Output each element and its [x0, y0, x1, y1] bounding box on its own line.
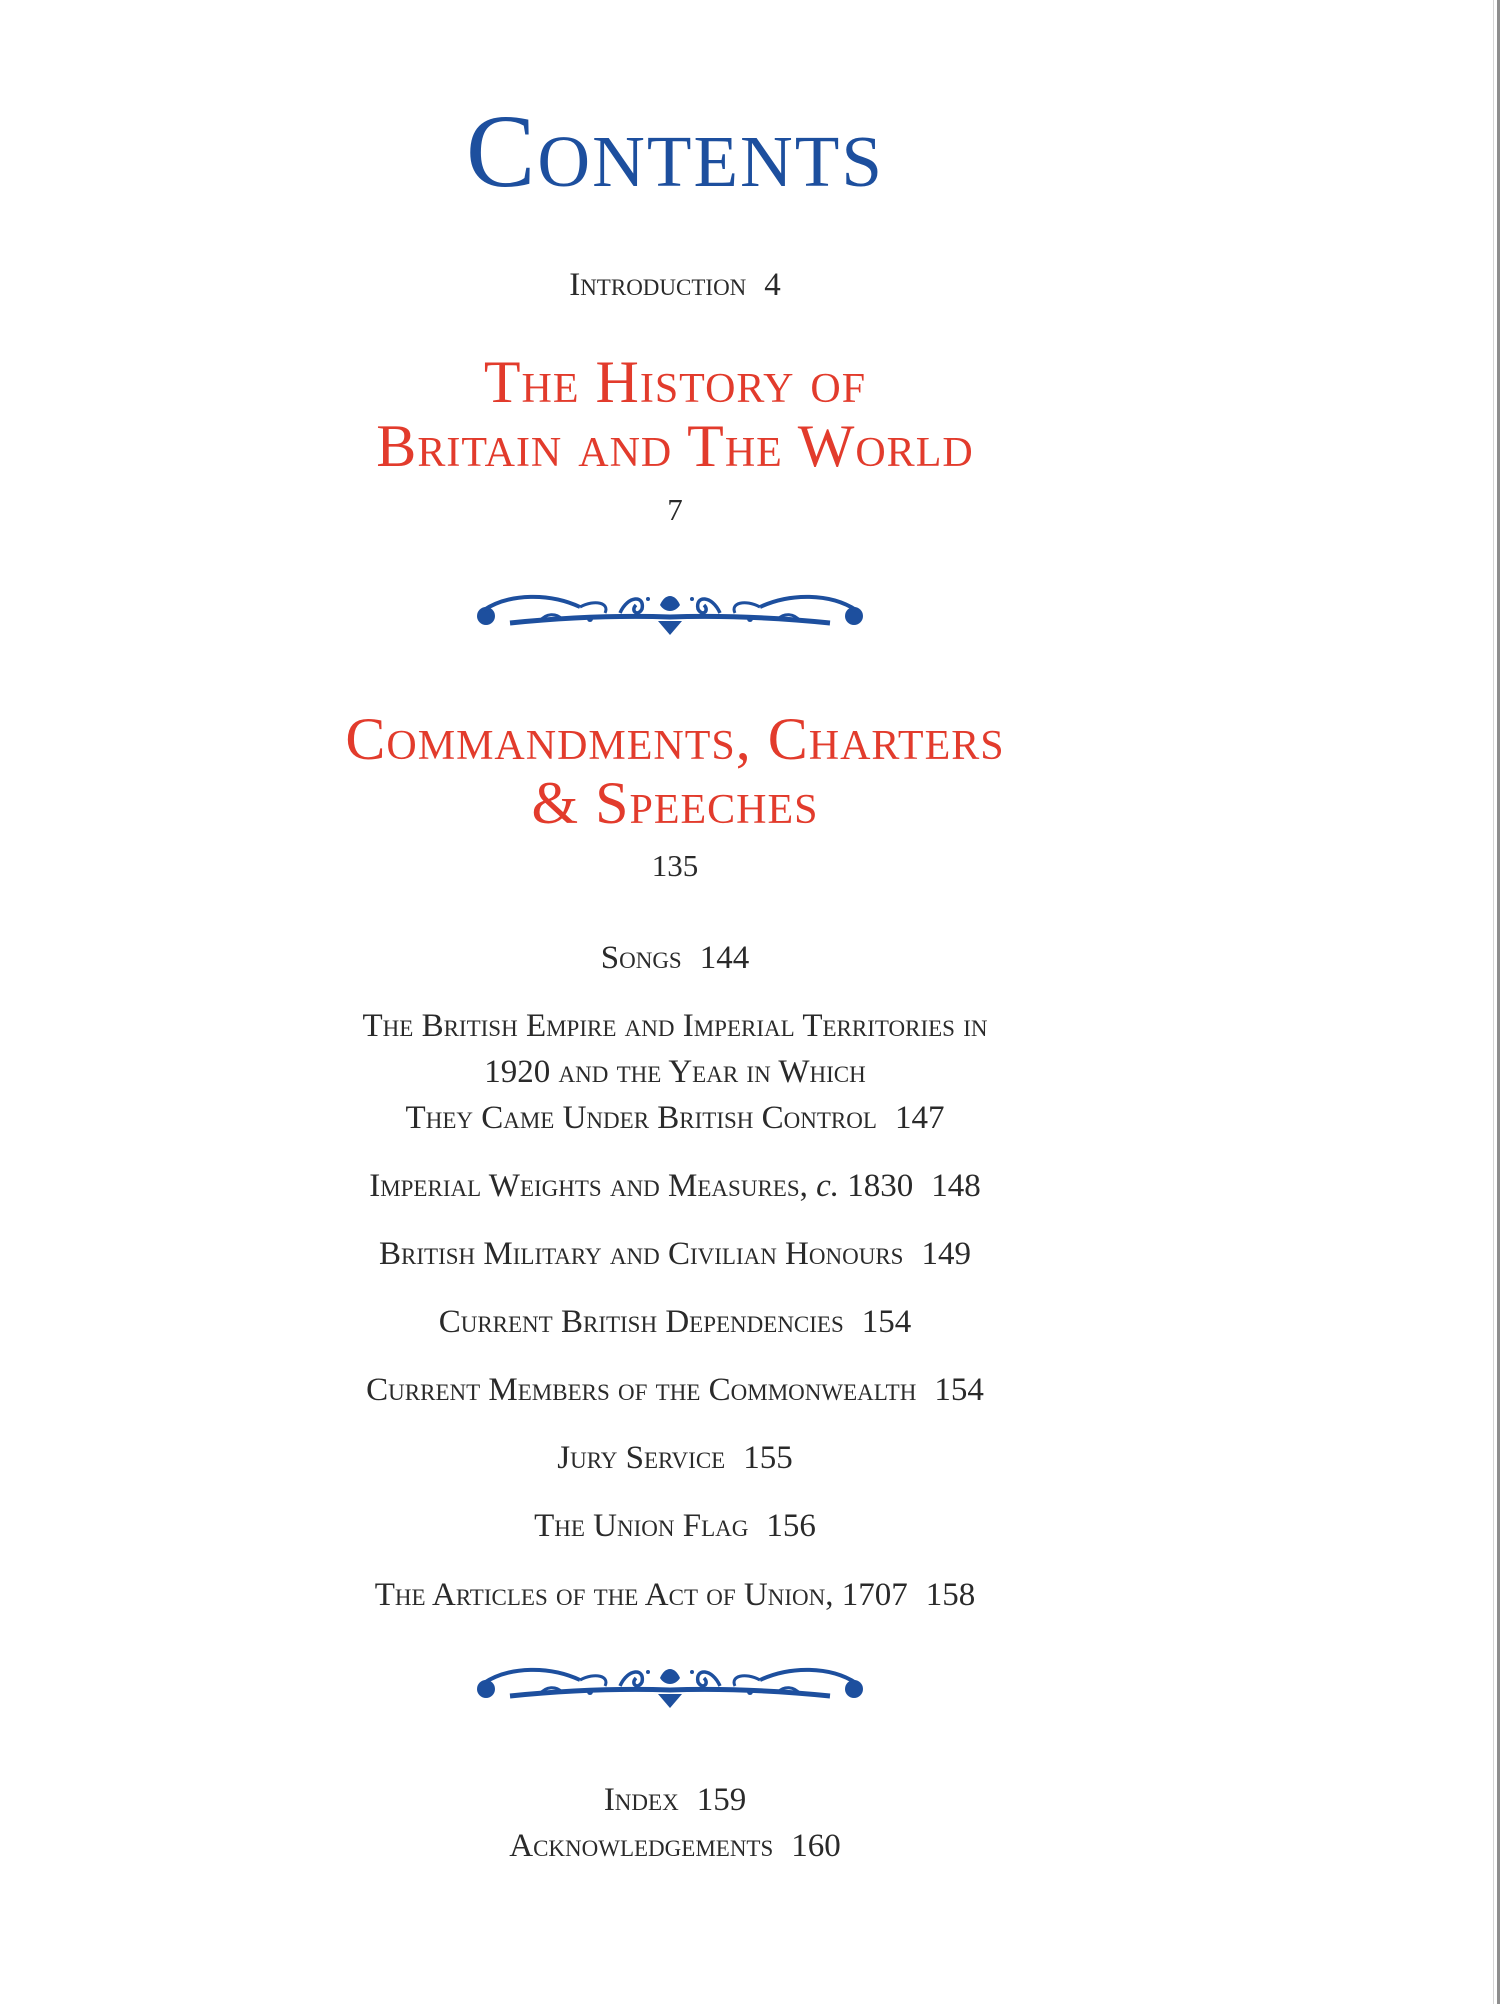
entry-page: 154: [934, 1372, 984, 1408]
entry-page: 158: [925, 1577, 976, 1613]
entry-page: 154: [861, 1304, 912, 1340]
section-page-number: 135: [651, 848, 699, 883]
ornament-divider-icon: [470, 585, 870, 645]
entry-label: Acknowledgements: [509, 1828, 774, 1864]
entry-page: 147: [894, 1100, 945, 1136]
entry-label: The Articles of the Act of Union, 1707: [374, 1577, 908, 1613]
entry-label: Songs: [600, 940, 682, 976]
section-heading-line: Britain and The World: [376, 413, 974, 479]
toc-entry-dependencies[interactable]: [170, 1299, 1180, 1345]
entry-label: Jury Service: [557, 1440, 726, 1476]
toc-entry-british-empire[interactable]: [170, 1003, 1180, 1141]
page-title: Contents: [466, 94, 884, 209]
entry-label: The Union Flag: [534, 1508, 749, 1544]
entry-label-line: They Came Under British Control: [405, 1100, 877, 1136]
entry-page: 160: [791, 1828, 841, 1864]
entry-label: Current Members of the Commonwealth: [366, 1372, 917, 1408]
entry-label-year: 1830: [847, 1168, 914, 1204]
section-heading-line: & Speeches: [531, 770, 819, 836]
toc-entry-union-flag[interactable]: [170, 1503, 1180, 1549]
section-heading-commandments[interactable]: [170, 707, 1180, 835]
entry-page: 4: [764, 267, 781, 303]
section-heading-line: Commandments, Charters: [345, 706, 1005, 772]
entry-page: 144: [699, 940, 750, 976]
section-page-number: 7: [667, 492, 683, 527]
section-heading-history[interactable]: [170, 350, 1180, 478]
entry-label: Current British Dependencies: [438, 1304, 844, 1340]
entry-label: Index: [603, 1782, 679, 1818]
entry-page: 155: [743, 1440, 793, 1476]
entry-label-line: The British Empire and Imperial Territories in: [362, 1008, 988, 1044]
toc-entry-songs[interactable]: [170, 935, 1180, 981]
toc-entry-act-of-union[interactable]: [170, 1572, 1180, 1618]
toc-entry-honours[interactable]: [170, 1231, 1180, 1277]
entry-label: Imperial Weights and Measures,: [369, 1168, 808, 1204]
entry-page: 148: [931, 1168, 981, 1204]
entry-label-italic: c.: [816, 1168, 840, 1204]
toc-entry-jury-service[interactable]: [170, 1435, 1180, 1481]
section-heading-line: The History of: [483, 349, 867, 415]
page-edge-line: [1493, 0, 1494, 2004]
entry-label: British Military and Civilian Honours: [379, 1236, 904, 1272]
toc-entry-commonwealth[interactable]: [170, 1367, 1180, 1413]
ornament-divider-icon: [470, 1658, 870, 1718]
entry-label: Introduction: [569, 267, 747, 303]
toc-entry-acknowledgements[interactable]: [170, 1823, 1180, 1869]
entry-page: 159: [696, 1782, 747, 1818]
entry-page: 149: [921, 1236, 971, 1272]
toc-entry-weights-measures[interactable]: [170, 1163, 1180, 1209]
entry-label-line: 1920 and the Year in Which: [484, 1054, 866, 1090]
toc-entry-introduction[interactable]: [170, 262, 1180, 308]
toc-entry-index[interactable]: [170, 1777, 1180, 1823]
entry-page: 156: [766, 1508, 816, 1544]
